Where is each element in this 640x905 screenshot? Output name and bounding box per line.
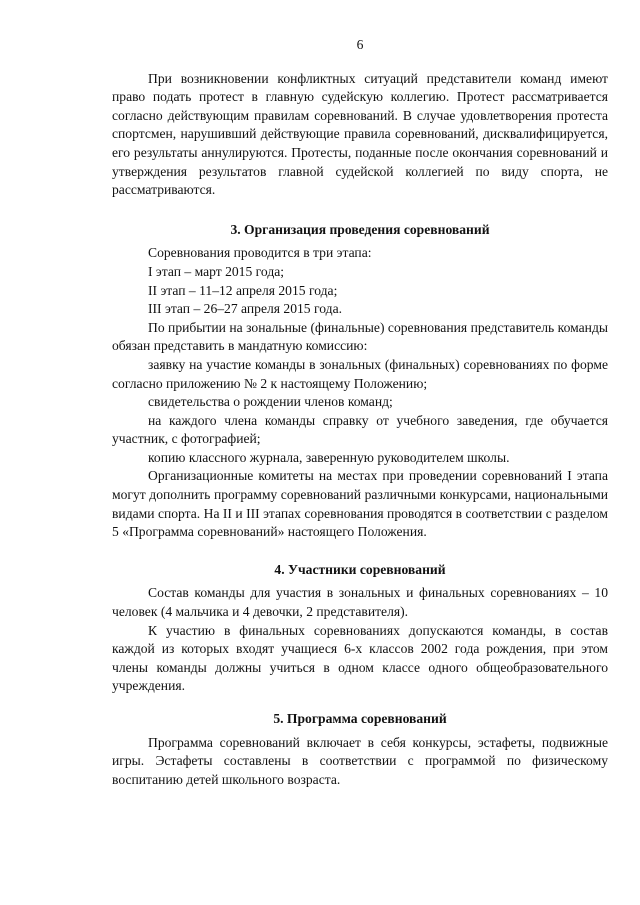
doc-application: заявку на участие команды в зональных (финальных) соревнованиях по форме согласно приложению № 2 к настоящему Положению; bbox=[112, 356, 608, 391]
document-page bbox=[112, 36, 608, 789]
stage-3: III этап – 26–27 апреля 2015 года. bbox=[148, 301, 342, 317]
program-paragraph: Программа соревнований включает в себя конкурсы, эстафеты, подвижные игры. Эстафеты составлены в соответствии с программой по физическому воспитанию детей школьного возраста. bbox=[112, 734, 608, 787]
protest-paragraph: При возникновении конфликтных ситуаций представители команд имеют право подать протест в главную судейскую коллегию. Протест рассматривается согласно действующим правилам соревнований. В случае удовлетворения протеста спортсмен, нарушивший действующие правила соревнований, дисквалифицируется, его результаты аннулируются. Протесты, поданные после окончания соревнований и утверждения результатов главной судейской коллегией по виду спорта, не рассматриваются. bbox=[112, 70, 608, 198]
stage-2: II этап – 11–12 апреля 2015 года; bbox=[148, 282, 338, 298]
stages-intro: Соревнования проводится в три этапа: bbox=[148, 245, 372, 261]
doc-birth-certificates: свидетельства о рождении членов команд; bbox=[148, 394, 393, 410]
committees-paragraph: Организационные комитеты на местах при проведении соревнований I этапа могут дополнить программу соревнований различными конкурсами, национальными видами спорта. На II и III этапах соревнования проводятся в соответствии с разделом 5 «Программа соревнований» настоящего Положения. bbox=[112, 468, 608, 540]
page-number: 6 bbox=[356, 37, 364, 52]
team-composition-paragraph: Состав команды для участия в зональных и финальных соревнованиях – 10 человек (4 мальчика и 4 девочки, 2 представителя). bbox=[112, 585, 608, 620]
section-5-heading: 5. Программа соревнований bbox=[273, 711, 447, 726]
stage-1: I этап – март 2015 года; bbox=[148, 263, 285, 279]
doc-class-journal: копию классного журнала, заверенную руководителем школы. bbox=[148, 449, 510, 465]
section-3-heading: 3. Организация проведения соревнований bbox=[230, 221, 490, 237]
arrival-paragraph: По прибытии на зональные (финальные) соревнования представитель команды обязан представить в мандатную комиссию: bbox=[112, 319, 608, 354]
admission-paragraph: К участию в финальных соревнованиях допускаются команды, в состав каждой из которых входят учащиеся 6-х классов 2002 года рождения, при этом члены команды должны учиться в одном классе одного общеобразовательного учреждения. bbox=[112, 622, 608, 694]
doc-school-certificate: на каждого члена команды справку от учебного заведения, где обучается участник, с фотографией; bbox=[112, 412, 608, 447]
section-4-heading: 4. Участники соревнований bbox=[274, 561, 446, 577]
